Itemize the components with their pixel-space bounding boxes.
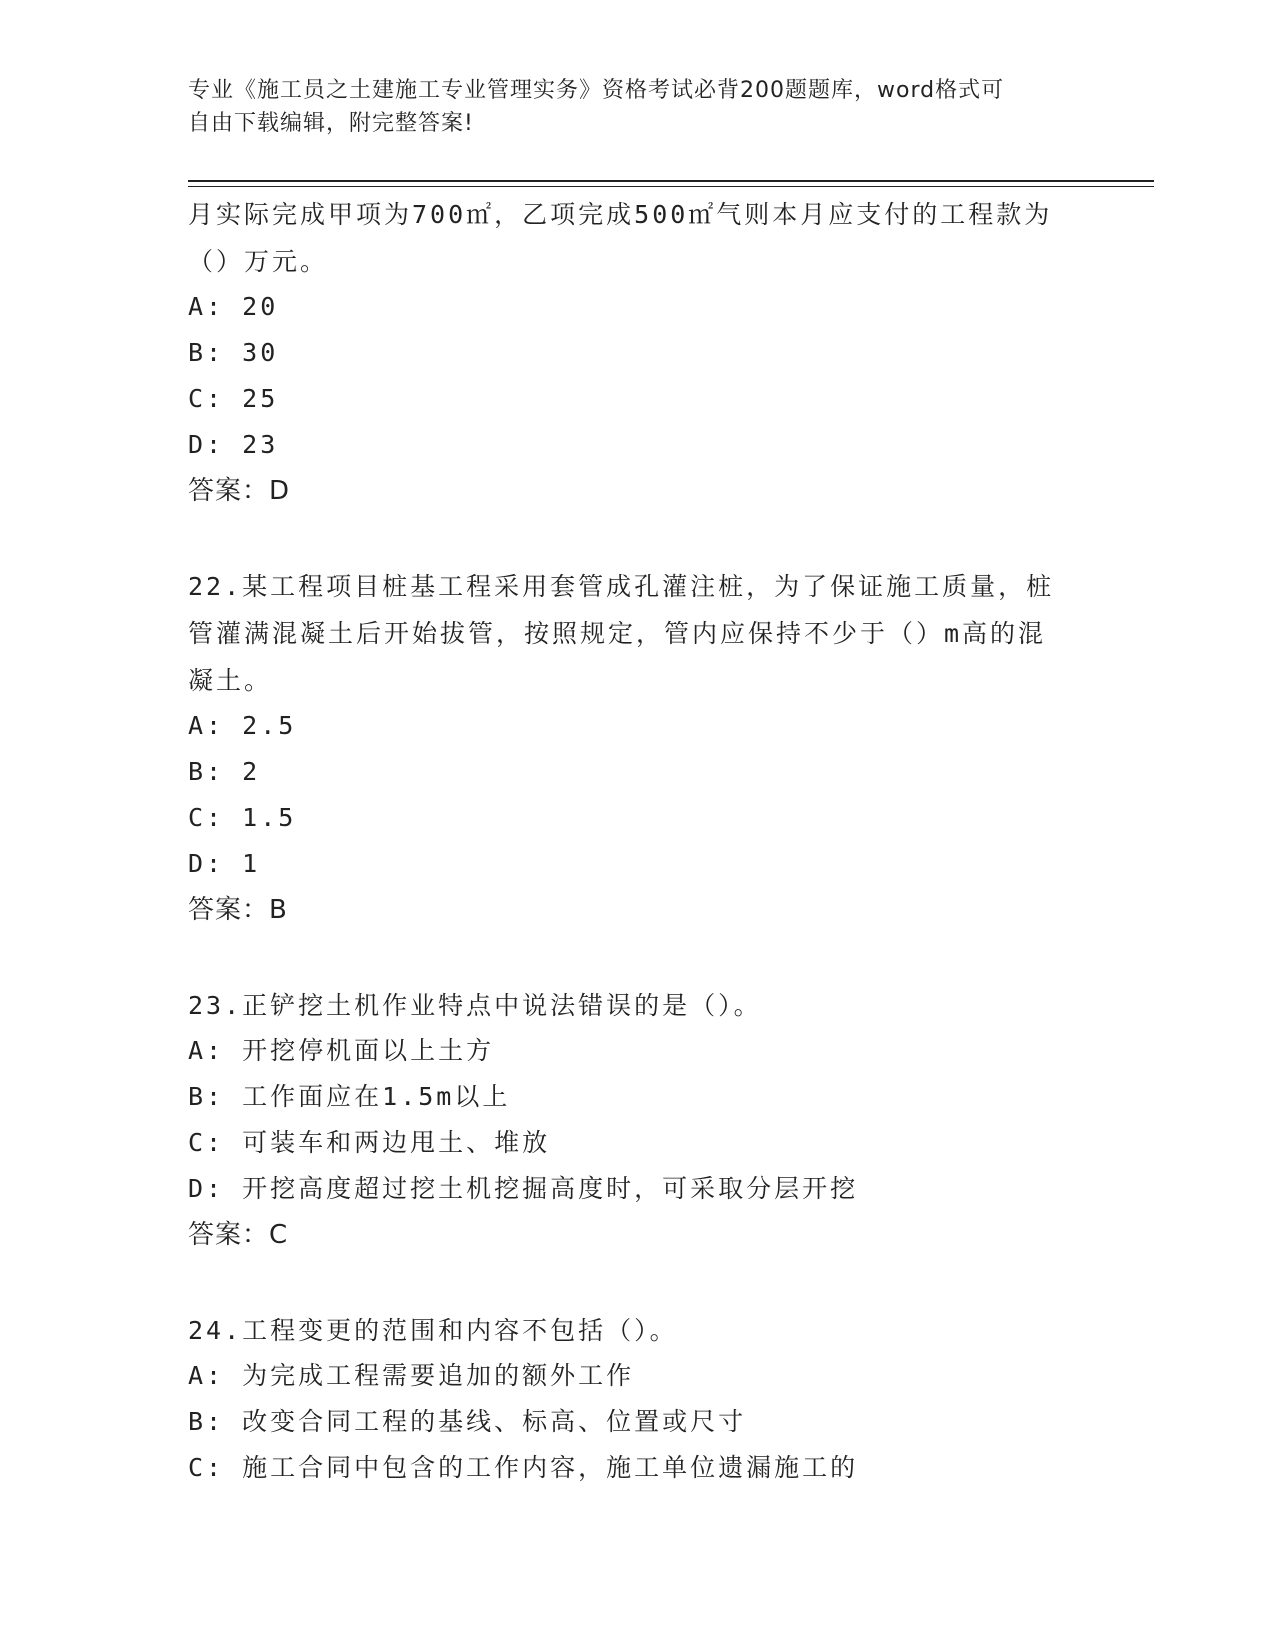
- option-b: B: 改变合同工程的基线、标高、位置或尺寸: [188, 1407, 747, 1436]
- option-d: D: 23: [188, 430, 279, 459]
- question-stem-line: 24.工程变更的范围和内容不包括（）。: [188, 1316, 678, 1345]
- option-b: B: 2: [188, 757, 261, 786]
- document-header: [188, 74, 1088, 140]
- answer-line: 答案：D: [188, 476, 291, 506]
- question-stem-line: 月实际完成甲项为700㎡，乙项完成500㎡气则本月应支付的工程款为: [188, 200, 1053, 229]
- option-a: A: 20: [188, 292, 279, 321]
- option-c: C: 可装车和两边甩土、堆放: [188, 1128, 551, 1157]
- header-rule-thick: [188, 180, 1154, 182]
- question-stem-line: （）万元。: [188, 247, 329, 276]
- header-line-1: 专业《施工员之土建施工专业管理实务》资格考试必背200题题库，word格式可: [188, 78, 1005, 103]
- option-b: B: 30: [188, 338, 279, 367]
- option-d: D: 开挖高度超过挖土机挖掘高度时，可采取分层开挖: [188, 1174, 859, 1203]
- option-b: B: 工作面应在1.5m以上: [188, 1082, 511, 1111]
- question-stem-line: 23.正铲挖土机作业特点中说法错误的是（）。: [188, 991, 762, 1020]
- question-stem-line: 凝土。: [188, 666, 273, 695]
- question-21: [188, 190, 1088, 514]
- header-rule-thin: [188, 186, 1154, 187]
- option-c: C: 施工合同中包含的工作内容，施工单位遗漏施工的: [188, 1453, 859, 1482]
- option-a: A: 开挖停机面以上土方: [188, 1036, 495, 1065]
- question-22: [188, 562, 1088, 933]
- answer-line: 答案：B: [188, 895, 288, 925]
- question-24: [188, 1306, 1088, 1491]
- option-a: A: 为完成工程需要追加的额外工作: [188, 1361, 635, 1390]
- header-line-2: 自由下载编辑，附完整答案!: [188, 111, 474, 136]
- question-stem-line: 管灌满混凝土后开始拔管，按照规定，管内应保持不少于（）m高的混: [188, 619, 1047, 648]
- option-c: C: 25: [188, 384, 279, 413]
- option-c: C: 1.5: [188, 803, 297, 832]
- question-list: [188, 190, 1088, 1491]
- question-23: [188, 981, 1088, 1258]
- question-stem-line: 22.某工程项目桩基工程采用套管成孔灌注桩，为了保证施工质量，桩: [188, 572, 1055, 601]
- option-a: A: 2.5: [188, 711, 297, 740]
- option-d: D: 1: [188, 849, 261, 878]
- answer-line: 答案：C: [188, 1220, 289, 1250]
